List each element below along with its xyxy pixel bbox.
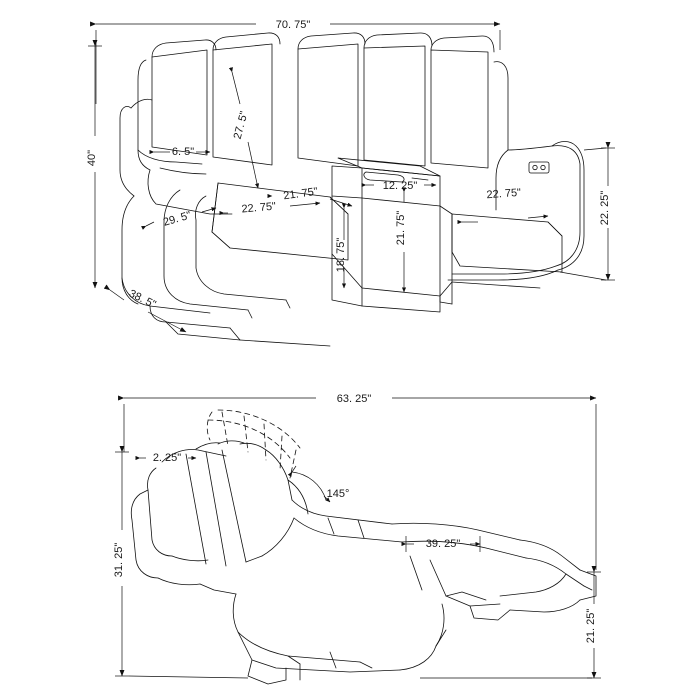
dim-seat-back-height-right: 22. 25"	[599, 190, 611, 226]
dim-armrest-width: 6. 5"	[171, 146, 195, 158]
dim-seat-depth-left: 22. 75"	[241, 200, 277, 216]
dim-seat-height: 18. 75"	[335, 237, 347, 273]
recliner-side-view-outline	[131, 410, 596, 684]
dim-arm-depth: 29. 5"	[161, 209, 193, 229]
dim-overall-height: 40"	[86, 149, 98, 167]
dim-console-depth: 21. 75"	[395, 210, 407, 246]
dim-console-width: 12. 25"	[382, 180, 418, 192]
dim-overall-depth: 38. 5"	[126, 287, 158, 311]
dim-seat-width-left: 21. 75"	[282, 185, 319, 203]
dim-reclined-height: 21. 25"	[585, 608, 597, 644]
dim-backrest-height: 27. 5"	[231, 109, 251, 141]
dim-reclined-length: 63. 25"	[336, 393, 372, 405]
front-view-dimension-lines	[88, 24, 615, 332]
dim-overall-width: 70. 75"	[275, 19, 311, 31]
side-view-dimension-labels	[113, 393, 597, 643]
dim-seat-to-footrest: 39. 25"	[425, 538, 461, 550]
dim-recline-angle: 145°	[326, 488, 350, 500]
dim-upright-height: 31. 25"	[113, 542, 125, 578]
dim-back-clearance: 2. 25"	[152, 452, 182, 464]
dim-seat-depth-right: 22. 75"	[486, 186, 522, 202]
